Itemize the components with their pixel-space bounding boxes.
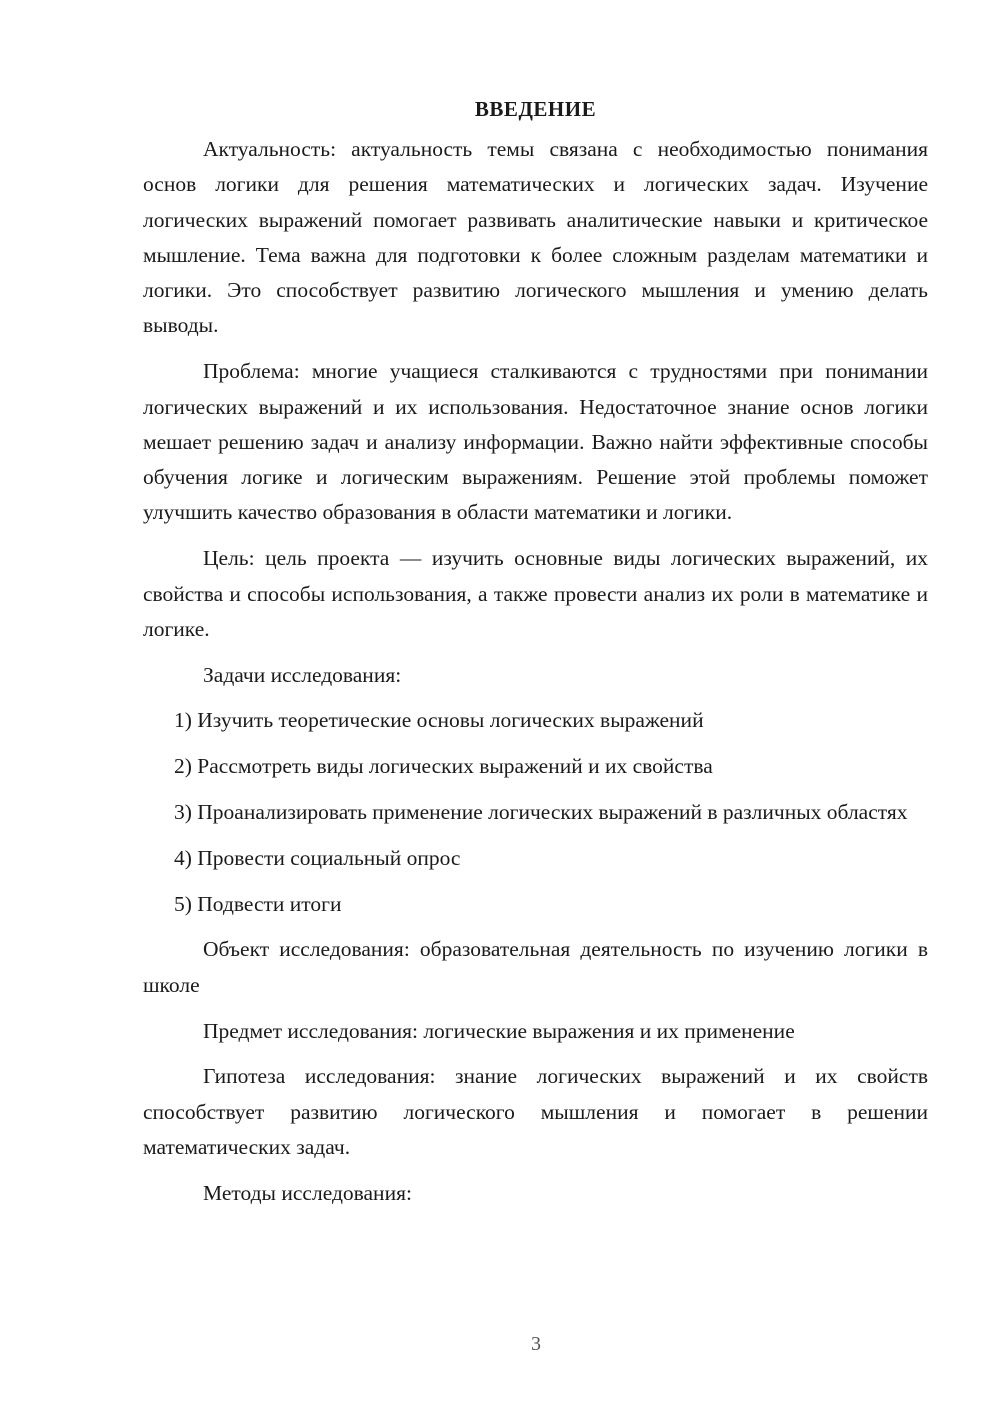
- hypothesis-paragraph: Гипотеза исследования: знание логических выражений и их свойств способствует развитию логического мышления и помогает в решении математических задач.: [143, 1064, 928, 1159]
- document-page: [143, 92, 928, 1222]
- object-paragraph: Объект исследования: образовательная деятельность по изучению логики в школе: [143, 937, 928, 997]
- problem-paragraph: Проблема: многие учащиеся сталкиваются с трудностями при понимании логических выражений и их использования. Недостаточное знание основ логики мешает решению задач и анализу информации. Важно найти эффективные способы обучения логике и логическим выражениям. Решение этой проблемы поможет улучшить качество образования в области математики и логики.: [143, 359, 928, 525]
- task-item: 2) Рассмотреть виды логических выражений и их свойства: [174, 754, 713, 779]
- subject-paragraph: Предмет исследования: логические выражения и их применение: [203, 1018, 795, 1043]
- methods-heading: Методы исследования:: [203, 1180, 412, 1205]
- page-title: ВВЕДЕНИЕ: [474, 97, 597, 121]
- task-item: 4) Провести социальный опрос: [174, 845, 461, 870]
- task-item: 5) Подвести итоги: [174, 891, 342, 916]
- tasks-heading: Задачи исследования:: [203, 662, 402, 687]
- page-number: 3: [531, 1333, 541, 1355]
- task-item: 1) Изучить теоретические основы логических выражений: [174, 708, 704, 733]
- goal-paragraph: Цель: цель проекта — изучить основные виды логических выражений, их свойства и способы использования, а также провести анализ их роли в математике и логике.: [143, 546, 928, 641]
- relevance-paragraph: Актуальность: актуальность темы связана с необходимостью понимания основ логики для решения математических и логических задач. Изучение логических выражений помогает развивать аналитические навыки и критическое мышление. Тема важна для подготовки к более сложным разделам математики и логики. Это способствует развитию логического мышления и умению делать выводы.: [143, 137, 928, 338]
- task-item: 3) Проанализировать применение логических выражений в различных областях: [174, 800, 908, 825]
